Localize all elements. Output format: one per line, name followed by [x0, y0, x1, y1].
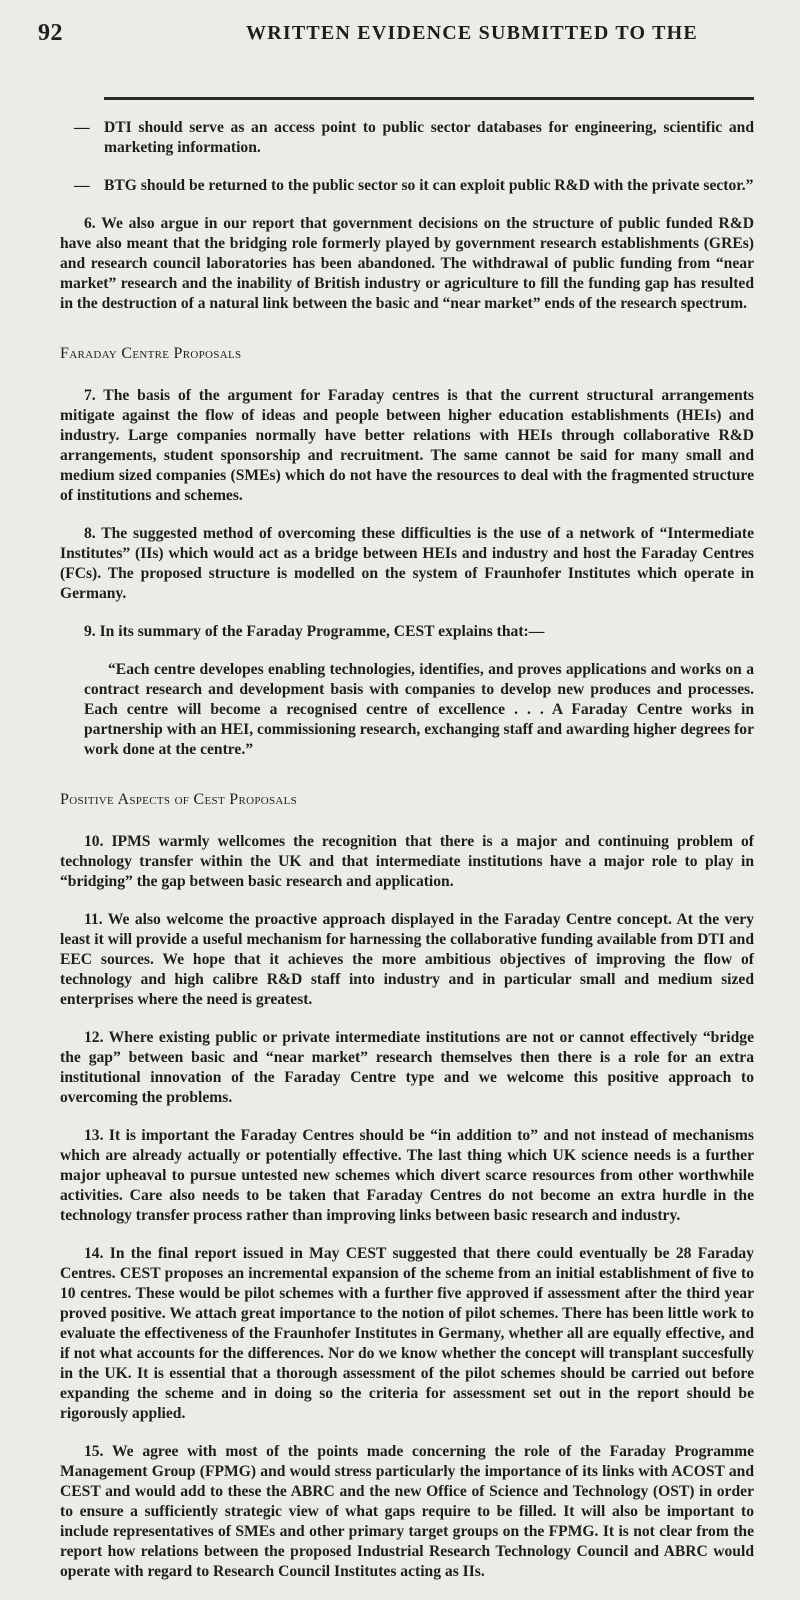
body-text	[60, 118, 754, 1600]
paragraph-6: 6. We also argue in our report that government decisions on the structure of public funded R&D have also meant that the bridging role formerly played by government research establishments (GREs) and research council laboratories has been abandoned. The withdrawal of public funding from “near market” research and the inability of British industry or agriculture to fill the funding gap has resulted in the destruction of a natural link between the basic and “near market” ends of the research spectrum.	[60, 215, 754, 312]
paragraph-14: 14. In the final report issued in May CEST suggested that there could eventually be 28 Faraday Centres. CEST proposes an incremental expansion of the scheme from an initial establishment of five to 10 centres. These would be pilot schemes with a further five approved if assessment after the third year proved positive. We attach great importance to the notion of pilot schemes. There has been little work to evaluate the effectiveness of the Fraunhofer Institutes in Germany, whether all are equally effective, and if not what accounts for the differences. Nor do we know whether the concept will transplant succesfully in the UK. It is essential that a thorough assessment of the pilot schemes should be carried out before expanding the scheme and in doing so the criteria for assessment set out in the report should be rigorously applied.	[60, 1245, 754, 1422]
section-heading-positive-aspects: Positive Aspects of Cest Proposals	[60, 791, 298, 808]
dash-item-text: DTI should serve as an access point to public sector databases for engineering, scientific and marketing information.	[104, 119, 754, 156]
paragraph-10: 10. IPMS warmly wellcomes the recognition that there is a major and continuing problem of technology transfer within the UK and that intermediate institutions have a major role to play in “bridging” the gap between basic research and application.	[60, 833, 754, 890]
running-head: WRITTEN EVIDENCE SUBMITTED TO THE	[246, 22, 698, 44]
section-heading-faraday-centre-proposals: Faraday Centre Proposals	[60, 345, 242, 362]
dash-marker: —	[74, 119, 90, 136]
paragraph-15: 15. We agree with most of the points made concerning the role of the Faraday Programme Management Group (FPMG) and would stress particularly the importance of its links with ACOST and CEST and would add to these the ABRC and the new Office of Science and Technology (OST) in order to ensure a sufficiently strategic view of what gaps require to be filled. It will also be important to include representatives of SMEs and other primary target groups on the FPMG. It is not clear from the report how relations between the proposed Industrial Research Technology Council and ABRC would operate with regard to Research Council Institutes acting as IIs.	[60, 1443, 754, 1580]
dash-list-item	[60, 176, 754, 196]
paragraph-11: 11. We also welcome the proactive approach displayed in the Faraday Centre concept. At the very least it will provide a useful mechanism for harnessing the collaborative funding available from DTI and EEC sources. We hope that it achieves the more ambitious objectives of improving the flow of technology and high calibre R&D staff into industry and in particular small and medium sized enterprises where the need is greatest.	[60, 911, 754, 1008]
paragraph-12: 12. Where existing public or private intermediate institutions are not or cannot effectively “bridge the gap” between basic and “near market” research themselves then there is a role for an extra institutional innovation of the Faraday Centre type and we welcome this positive approach to overcoming the problems.	[60, 1029, 754, 1106]
page-number: 92	[38, 20, 63, 46]
paragraph-7: 7. The basis of the argument for Faraday centres is that the current structural arrangements mitigate against the flow of ideas and people between higher education establishments (HEIs) and industry. Large companies normally have better relations with HEIs through collaborative R&D arrangements, student sponsorship and recruitment. The same cannot be said for many small and medium sized companies (SMEs) which do not have the resources to deal with the fragmented structure of institutions and schemes.	[60, 387, 754, 504]
block-quote: “Each centre developes enabling technologies, identifies, and proves applications and works on a contract research and development basis with companies to develop new produces and processes. Each centre will become a recognised centre of excellence . . . A Faraday Centre works in partnership with an HEI, commissioning research, exchanging staff and awarding higher degrees for work done at the centre.”	[84, 661, 754, 758]
paragraph-13: 13. It is important the Faraday Centres should be “in addition to” and not instead of mechanisms which are already actually or potentially effective. The last thing which UK science needs is a further major upheaval to pursue untested new schemes which divert scarce resources from other worthwhile activities. Care also needs to be taken that Faraday Centres do not become an extra hurdle in the technology transfer process rather than improving links between basic research and industry.	[60, 1127, 754, 1224]
dash-marker: —	[74, 177, 90, 194]
dash-item-text: BTG should be returned to the public sector so it can exploit public R&D with the private sector.”	[104, 177, 754, 194]
page-header	[0, 20, 800, 60]
dash-list-item	[60, 118, 754, 158]
header-rule	[104, 97, 754, 100]
paragraph-9: 9. In its summary of the Faraday Programme, CEST explains that:—	[84, 623, 545, 640]
paragraph-8: 8. The suggested method of overcoming these difficulties is the use of a network of “Intermediate Institutes” (IIs) which would act as a bridge between HEIs and industry and host the Faraday Centres (FCs). The proposed structure is modelled on the system of Fraunhofer Institutes which operate in Germany.	[60, 525, 754, 602]
